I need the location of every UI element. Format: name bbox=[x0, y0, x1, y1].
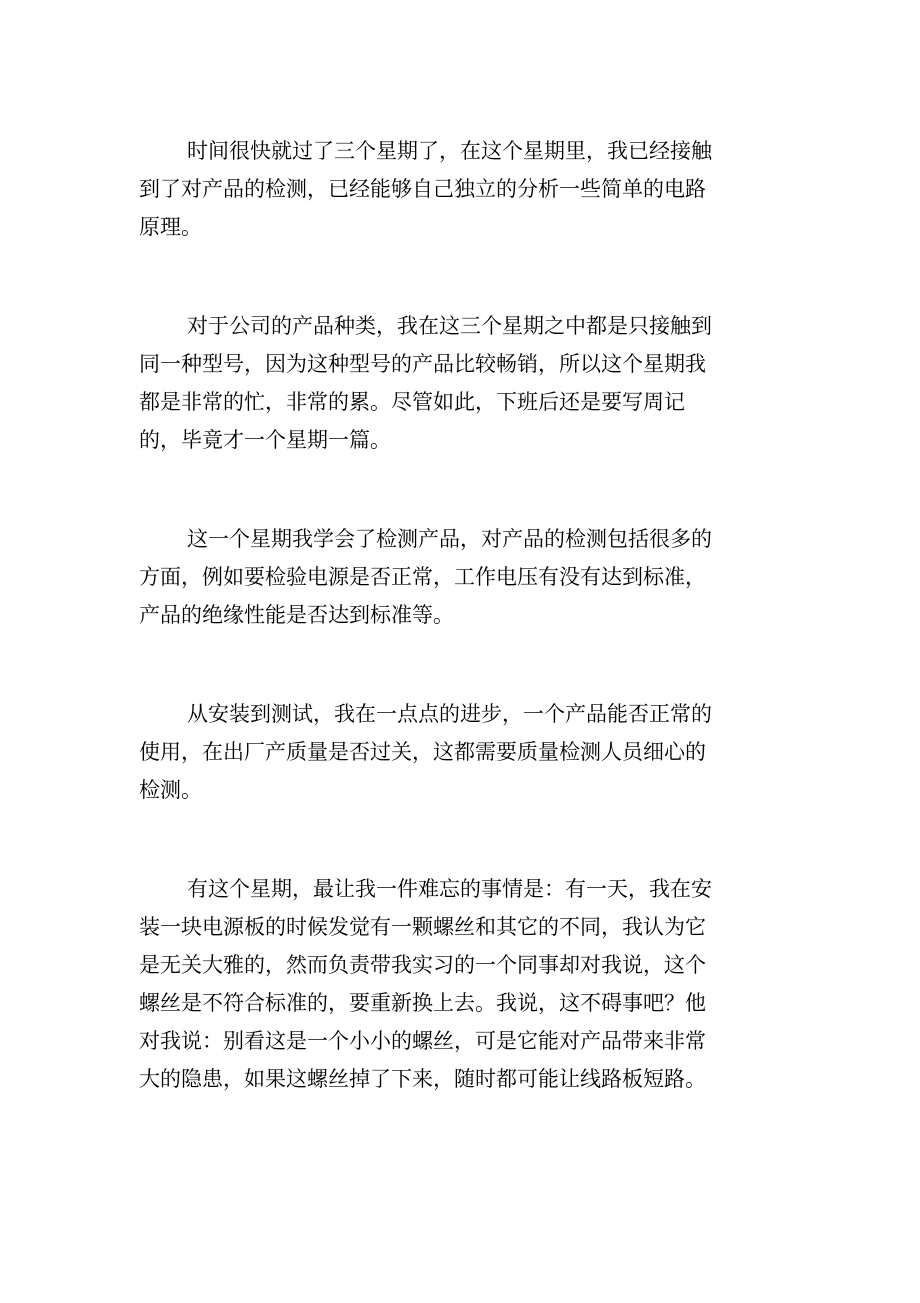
paragraph: 时间很快就过了三个星期了，在这个星期里，我已经接触到了对产品的检测，已经能够自己独立的分析一些简单的电路原理。 bbox=[139, 139, 712, 239]
paragraph: 对于公司的产品种类，我在这三个星期之中都是只接触到同一种型号，因为这种型号的产品比较畅销，所以这个星期我都是非常的忙，非常的累。尽管如此，下班后还是要写周记的，毕竟才一个星期一篇。 bbox=[139, 314, 712, 452]
paragraph: 有这个星期，最让我一件难忘的事情是：有一天，我在安装一块电源板的时候发觉有一颗螺丝和其它的不同，我认为它是无关大雅的，然而负责带我实习的一个同事却对我说，这个螺丝是不符合标准的，要重新换上去。我说，这不碍事吧？他对我说：别看这是一个小小的螺丝，可是它能对产品带来非常大的隐患，如果这螺丝掉了下来，随时都可能让线路板短路。 bbox=[139, 877, 712, 1091]
paragraph: 从安装到测试，我在一点点的进步，一个产品能否正常的使用，在出厂产质量是否过关，这都需要质量检测人员细心的检测。 bbox=[139, 702, 712, 802]
paragraph: 这一个星期我学会了检测产品，对产品的检测包括很多的方面，例如要检验电源是否正常，工作电压有没有达到标准，产品的绝缘性能是否达到标准等。 bbox=[139, 527, 712, 627]
